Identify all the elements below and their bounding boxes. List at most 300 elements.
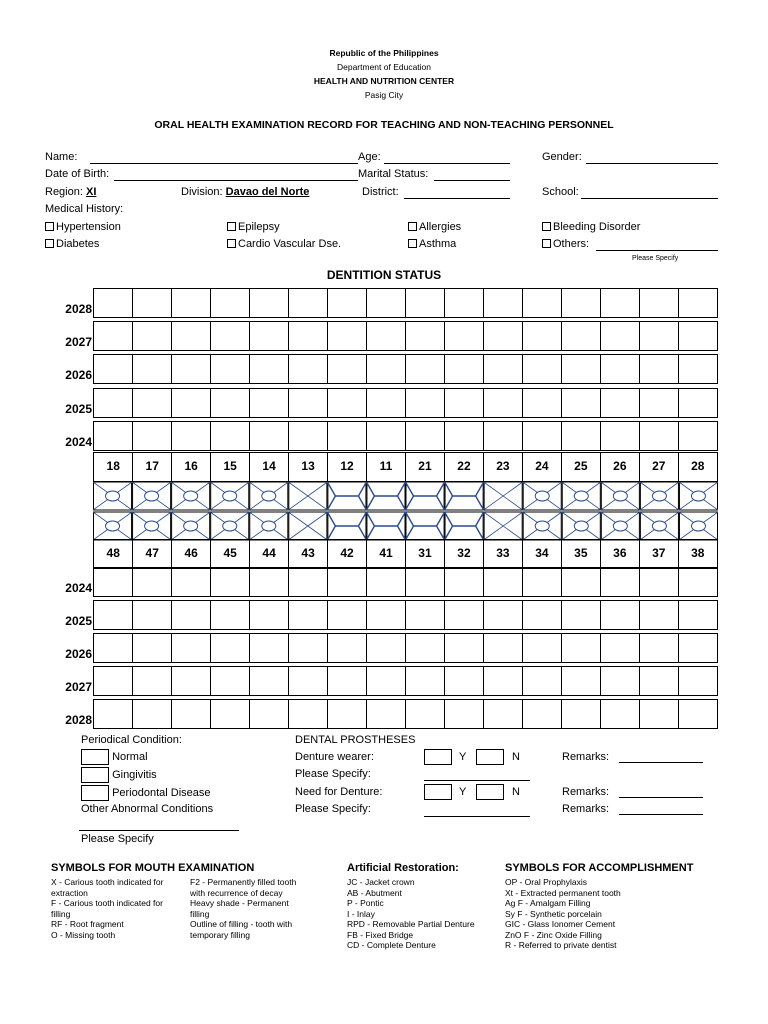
dentition-cell[interactable] — [132, 567, 172, 597]
dentition-cell[interactable] — [405, 321, 445, 351]
tooth-number: 32 — [444, 539, 484, 569]
artificial-list — [347, 877, 507, 951]
dentition-cell[interactable] — [522, 321, 562, 351]
checkbox-hypertension[interactable] — [45, 221, 121, 233]
dentition-cell[interactable] — [93, 567, 133, 597]
dentition-cell[interactable] — [600, 600, 640, 630]
dentition-cell[interactable] — [639, 699, 679, 729]
others-label: Others: — [553, 238, 590, 250]
tooth-number: 41 — [366, 539, 406, 569]
tooth-occlusal — [691, 521, 705, 531]
dentition-cell[interactable] — [171, 666, 211, 696]
header-center: HEALTH AND NUTRITION CENTER — [313, 76, 455, 86]
tooth-occlusal — [691, 491, 705, 501]
dentition-cell[interactable] — [405, 354, 445, 384]
region-row — [45, 186, 96, 198]
remarks-label-3: Remarks: — [562, 803, 610, 815]
dentition-cell[interactable] — [132, 666, 172, 696]
symbols-mouth-col1 — [51, 877, 187, 940]
dentition-cell[interactable] — [93, 666, 133, 696]
dentition-year-row — [93, 288, 718, 318]
dentition-cell[interactable] — [678, 666, 718, 696]
dentition-cell[interactable] — [132, 699, 172, 729]
dentition-cell[interactable] — [210, 288, 250, 318]
dentition-cell[interactable] — [366, 567, 406, 597]
division-value: Davao del Norte — [225, 186, 310, 198]
dentition-cell[interactable] — [600, 388, 640, 418]
dentition-cell[interactable] — [366, 666, 406, 696]
dentition-cell[interactable] — [678, 633, 718, 663]
school-field[interactable] — [581, 198, 718, 199]
others-field[interactable] — [596, 250, 718, 251]
dentition-cell[interactable] — [366, 421, 406, 451]
remarks-field-1[interactable] — [619, 762, 703, 763]
dentition-cell[interactable] — [483, 633, 523, 663]
dentition-cell[interactable] — [171, 288, 211, 318]
dentition-cell[interactable] — [405, 288, 445, 318]
tooth-occlusal — [223, 521, 237, 531]
dentition-cell[interactable] — [444, 388, 484, 418]
dentition-cell[interactable] — [93, 699, 133, 729]
dentition-cell[interactable] — [678, 421, 718, 451]
dentition-cell[interactable] — [444, 600, 484, 630]
dentition-cell[interactable] — [327, 354, 367, 384]
dentition-cell[interactable] — [561, 421, 601, 451]
dentition-cell[interactable] — [678, 388, 718, 418]
dentition-cell[interactable] — [678, 699, 718, 729]
need-denture-no-box[interactable] — [476, 784, 504, 800]
dentition-cell[interactable] — [210, 421, 250, 451]
name-field[interactable] — [90, 163, 358, 164]
year-label: 2024 — [65, 435, 92, 449]
tooth-occlusal — [535, 521, 549, 531]
dentition-cell[interactable] — [249, 354, 289, 384]
need-denture-y: Y — [459, 786, 467, 798]
dentition-year-row — [93, 567, 718, 597]
checkbox-icon — [542, 222, 551, 231]
symbol-entry: GIC - Glass Ionomer Cement — [505, 919, 616, 929]
dentition-cell[interactable] — [93, 321, 133, 351]
dentition-cell[interactable] — [93, 388, 133, 418]
checkbox-icon — [45, 239, 54, 248]
symbol-entry: CD - Complete Denture — [347, 940, 436, 950]
district-field[interactable] — [404, 198, 510, 199]
remarks-field-3[interactable] — [619, 814, 703, 815]
dentition-cell[interactable] — [483, 699, 523, 729]
dentition-cell[interactable] — [132, 388, 172, 418]
header-department: Department of Education — [336, 62, 432, 72]
checkbox-asthma[interactable] — [408, 238, 456, 250]
dentition-cell[interactable] — [210, 666, 250, 696]
tooth-number: 47 — [132, 539, 172, 569]
dentition-title: DENTITION STATUS — [326, 268, 442, 282]
dentition-cell[interactable] — [444, 633, 484, 663]
symbol-entry: RPD - Removable Partial Denture — [347, 919, 475, 929]
tooth-number: 27 — [639, 452, 679, 482]
dentition-cell[interactable] — [171, 567, 211, 597]
dentition-cell[interactable] — [288, 666, 328, 696]
dentition-cell[interactable] — [444, 354, 484, 384]
year-label: 2026 — [65, 647, 92, 661]
dentition-cell[interactable] — [522, 600, 562, 630]
tooth-number: 46 — [171, 539, 211, 569]
tooth-number: 14 — [249, 452, 289, 482]
dentition-cell[interactable] — [444, 421, 484, 451]
dentition-cell[interactable] — [132, 633, 172, 663]
dentition-cell[interactable] — [171, 421, 211, 451]
dentition-cell[interactable] — [600, 321, 640, 351]
dentition-cell[interactable] — [171, 321, 211, 351]
dentition-cell[interactable] — [405, 633, 445, 663]
denture-wearer-label: Denture wearer: — [295, 751, 374, 763]
dentition-cell[interactable] — [405, 388, 445, 418]
dentition-cell[interactable] — [249, 388, 289, 418]
dentition-cell[interactable] — [522, 421, 562, 451]
dentition-cell[interactable] — [639, 633, 679, 663]
dentition-cell[interactable] — [93, 421, 133, 451]
dentition-cell[interactable] — [444, 699, 484, 729]
dentition-cell[interactable] — [288, 388, 328, 418]
year-label: 2028 — [65, 713, 92, 727]
please-specify-2: Please Specify: — [295, 803, 371, 815]
dentition-cell[interactable] — [288, 321, 328, 351]
tooth-occlusal — [184, 521, 198, 531]
dentition-year-row — [93, 699, 718, 729]
dentition-cell[interactable] — [327, 421, 367, 451]
checkbox-icon — [227, 222, 236, 231]
dentition-cell[interactable] — [483, 354, 523, 384]
please-specify-field-1[interactable] — [424, 780, 530, 781]
dentition-cell[interactable] — [288, 421, 328, 451]
form-title: ORAL HEALTH EXAMINATION RECORD FOR TEACHING AND NON-TEACHING PERSONNEL — [154, 119, 614, 131]
dentition-cell[interactable] — [600, 288, 640, 318]
denture-wearer-yes-box[interactable] — [424, 749, 452, 765]
dentition-cell[interactable] — [93, 288, 133, 318]
dentition-cell[interactable] — [210, 600, 250, 630]
symbol-entry: filling — [51, 908, 71, 919]
symbol-entry: RF - Root fragment — [51, 919, 124, 929]
division-label: Division: — [181, 186, 223, 198]
marital-field[interactable] — [434, 180, 510, 181]
tooth-number: 11 — [366, 452, 406, 482]
dentition-cell[interactable] — [639, 388, 679, 418]
region-value: XI — [85, 186, 97, 198]
dentition-cell[interactable] — [327, 288, 367, 318]
dentition-cell[interactable] — [639, 600, 679, 630]
gingivitis-label: Gingivitis — [112, 768, 157, 781]
dentition-cell[interactable] — [327, 388, 367, 418]
tooth-number: 22 — [444, 452, 484, 482]
dentition-cell[interactable] — [171, 388, 211, 418]
dentition-cell[interactable] — [639, 666, 679, 696]
dentition-year-row — [93, 388, 718, 418]
dentition-cell[interactable] — [522, 388, 562, 418]
dentition-cell[interactable] — [288, 288, 328, 318]
checkbox-epilepsy[interactable] — [227, 221, 280, 233]
dentition-cell[interactable] — [366, 388, 406, 418]
dentition-cell[interactable] — [249, 666, 289, 696]
periodical-gingivitis[interactable] — [81, 767, 157, 783]
dentition-cell[interactable] — [249, 633, 289, 663]
symbol-entry: Ag F - Amalgam Filling — [505, 898, 591, 908]
dentition-cell[interactable] — [600, 666, 640, 696]
dentition-cell[interactable] — [444, 321, 484, 351]
tooth-occlusal — [223, 491, 237, 501]
tooth-number: 37 — [639, 539, 679, 569]
year-label: 2025 — [65, 402, 92, 416]
tooth-number: 23 — [483, 452, 523, 482]
symbol-entry: F2 - Permanently filled tooth — [190, 877, 297, 887]
dentition-cell[interactable] — [639, 567, 679, 597]
checkbox-others[interactable] — [542, 238, 589, 250]
dentition-cell[interactable] — [561, 567, 601, 597]
dentition-cell[interactable] — [93, 354, 133, 384]
dentition-cell[interactable] — [405, 567, 445, 597]
dentition-cell[interactable] — [132, 321, 172, 351]
dentition-cell[interactable] — [600, 354, 640, 384]
dentition-cell[interactable] — [483, 321, 523, 351]
dentition-cell[interactable] — [210, 633, 250, 663]
dentition-cell[interactable] — [366, 288, 406, 318]
dentition-cell[interactable] — [171, 633, 211, 663]
symbol-entry: filling — [190, 908, 210, 919]
dentition-cell[interactable] — [132, 288, 172, 318]
dentition-cell[interactable] — [561, 321, 601, 351]
symbol-entry: F - Carious tooth indicated for — [51, 898, 163, 908]
header-city: Pasig City — [364, 90, 404, 100]
marital-label: Marital Status: — [358, 168, 429, 180]
periodical-please-specify: Please Specify — [81, 833, 154, 845]
dentition-cell[interactable] — [249, 600, 289, 630]
other-abnormal-label: Other Abnormal Conditions — [81, 803, 214, 815]
other-abnormal-field[interactable] — [79, 830, 239, 831]
please-specify-field-2[interactable] — [424, 816, 530, 817]
checkbox-icon — [542, 239, 551, 248]
symbol-entry: JC - Jacket crown — [347, 877, 415, 887]
gingivitis-box[interactable] — [81, 767, 109, 783]
division-row — [181, 186, 309, 198]
tooth-number: 38 — [678, 539, 718, 569]
dentition-cell[interactable] — [522, 699, 562, 729]
dentition-cell[interactable] — [639, 354, 679, 384]
dentition-cell[interactable] — [600, 567, 640, 597]
age-field[interactable] — [384, 163, 510, 164]
denture-wearer-y: Y — [459, 751, 467, 763]
dentition-cell[interactable] — [522, 567, 562, 597]
need-denture-yes-box[interactable] — [424, 784, 452, 800]
dentition-cell[interactable] — [522, 354, 562, 384]
allergies-label: Allergies — [419, 221, 462, 233]
normal-box[interactable] — [81, 749, 109, 765]
dentition-cell[interactable] — [132, 421, 172, 451]
dentition-cell[interactable] — [639, 321, 679, 351]
dentition-cell[interactable] — [171, 600, 211, 630]
dentition-cell[interactable] — [288, 633, 328, 663]
symbol-entry: Outline of filling - tooth with — [190, 919, 293, 929]
checkbox-allergies[interactable] — [408, 221, 461, 233]
dentition-cell[interactable] — [483, 666, 523, 696]
checkbox-bleeding[interactable] — [542, 221, 640, 233]
upper-teeth-row — [93, 452, 718, 482]
gender-field[interactable] — [586, 163, 718, 164]
tooth-number: 33 — [483, 539, 523, 569]
dentition-cell[interactable] — [327, 321, 367, 351]
tooth-occlusal — [652, 491, 666, 501]
tooth-number: 34 — [522, 539, 562, 569]
dentition-cell[interactable] — [483, 388, 523, 418]
dentition-cell[interactable] — [288, 699, 328, 729]
dentition-cell[interactable] — [366, 354, 406, 384]
dentition-cell[interactable] — [93, 600, 133, 630]
tooth-number: 15 — [210, 452, 250, 482]
tooth-number: 36 — [600, 539, 640, 569]
accomplishment-list — [505, 877, 725, 951]
dentition-cell[interactable] — [249, 567, 289, 597]
dentition-cell[interactable] — [171, 699, 211, 729]
denture-wearer-no-box[interactable] — [476, 749, 504, 765]
tooth-occlusal — [613, 491, 627, 501]
tooth-number: 26 — [600, 452, 640, 482]
dentition-cell[interactable] — [600, 633, 640, 663]
periodical-periodontal[interactable] — [81, 785, 211, 801]
dentition-cell[interactable] — [561, 699, 601, 729]
year-label: 2026 — [65, 368, 92, 382]
epilepsy-label: Epilepsy — [238, 221, 280, 233]
dentition-cell[interactable] — [522, 666, 562, 696]
dob-field[interactable] — [114, 180, 358, 181]
remarks-field-2[interactable] — [619, 797, 703, 798]
dentition-cell[interactable] — [483, 288, 523, 318]
dentition-cell[interactable] — [561, 288, 601, 318]
dentition-cell[interactable] — [405, 600, 445, 630]
tooth-number: 42 — [327, 539, 367, 569]
periodontal-box[interactable] — [81, 785, 109, 801]
dentition-cell[interactable] — [639, 421, 679, 451]
dentition-cell[interactable] — [405, 699, 445, 729]
dentition-cell[interactable] — [327, 633, 367, 663]
dentition-cell[interactable] — [405, 666, 445, 696]
checkbox-icon — [408, 239, 417, 248]
tooth-occlusal — [613, 521, 627, 531]
dentition-cell[interactable] — [210, 567, 250, 597]
dentition-cell[interactable] — [171, 354, 211, 384]
hypertension-label: Hypertension — [56, 221, 121, 233]
dentition-cell[interactable] — [249, 288, 289, 318]
tooth-number: 35 — [561, 539, 601, 569]
tooth-number: 16 — [171, 452, 211, 482]
year-label: 2027 — [65, 680, 92, 694]
dentition-cell[interactable] — [327, 600, 367, 630]
lower-teeth-row — [93, 539, 718, 569]
remarks-label-2: Remarks: — [562, 786, 610, 798]
tooth-number: 44 — [249, 539, 289, 569]
dentition-cell[interactable] — [600, 421, 640, 451]
dob-label: Date of Birth: — [45, 168, 110, 180]
symbol-entry: extraction — [51, 887, 88, 898]
symbol-entry: Sy F - Synthetic porcelain — [505, 908, 602, 919]
dentition-cell[interactable] — [210, 699, 250, 729]
tooth-occlusal — [262, 491, 276, 501]
dentition-cell[interactable] — [327, 699, 367, 729]
cardio-label: Cardio Vascular Dse. — [238, 238, 342, 250]
dentition-cell[interactable] — [444, 288, 484, 318]
tooth-occlusal — [262, 521, 276, 531]
dentition-cell[interactable] — [522, 288, 562, 318]
dentition-cell[interactable] — [288, 567, 328, 597]
dentition-cell[interactable] — [678, 600, 718, 630]
dentition-cell[interactable] — [678, 567, 718, 597]
checkbox-icon — [45, 222, 54, 231]
dentition-cell[interactable] — [210, 354, 250, 384]
dentition-cell[interactable] — [444, 666, 484, 696]
dentition-cell[interactable] — [366, 699, 406, 729]
symbol-entry: P - Pontic — [347, 898, 384, 908]
medical-history-label: Medical History: — [45, 203, 124, 215]
symbol-entry: FB - Fixed Bridge — [347, 929, 414, 940]
dentition-cell[interactable] — [210, 321, 250, 351]
dentition-cell[interactable] — [483, 600, 523, 630]
dentition-cell[interactable] — [366, 600, 406, 630]
dentition-cell[interactable] — [444, 567, 484, 597]
artificial-title: Artificial Restoration: — [347, 862, 459, 874]
dentition-cell[interactable] — [483, 421, 523, 451]
asthma-label: Asthma — [419, 238, 457, 250]
dentition-cell[interactable] — [561, 666, 601, 696]
dentition-cell[interactable] — [132, 600, 172, 630]
periodical-normal[interactable] — [81, 749, 148, 765]
checkbox-diabetes[interactable] — [45, 238, 99, 250]
symbol-entry: ZnO F - Zinc Oxide Filling — [505, 929, 602, 940]
dentition-cell[interactable] — [288, 354, 328, 384]
symbol-entry: AB - Abutment — [347, 887, 402, 898]
need-denture-n: N — [512, 786, 520, 798]
dentition-cell[interactable] — [561, 600, 601, 630]
checkbox-icon — [408, 222, 417, 231]
dentition-cell[interactable] — [561, 388, 601, 418]
dentition-cell[interactable] — [366, 633, 406, 663]
prostheses-title: DENTAL PROSTHESES — [295, 734, 416, 746]
dentition-cell[interactable] — [327, 567, 367, 597]
dentition-cell[interactable] — [366, 321, 406, 351]
dentition-cell[interactable] — [93, 633, 133, 663]
dentition-cell[interactable] — [288, 600, 328, 630]
dentition-cell[interactable] — [249, 321, 289, 351]
dentition-cell[interactable] — [327, 666, 367, 696]
checkbox-cardio[interactable] — [227, 238, 341, 250]
dentition-cell[interactable] — [561, 633, 601, 663]
dentition-cell[interactable] — [678, 321, 718, 351]
dentition-cell[interactable] — [678, 288, 718, 318]
please-specify-1: Please Specify: — [295, 768, 371, 780]
dentition-cell[interactable] — [600, 699, 640, 729]
gender-label: Gender: — [542, 151, 582, 163]
year-label: 2027 — [65, 335, 92, 349]
dentition-cell[interactable] — [639, 288, 679, 318]
periodontal-label: Periodontal Disease — [112, 786, 211, 799]
dentition-cell[interactable] — [483, 567, 523, 597]
symbol-entry: I - Inlay — [347, 908, 375, 919]
dentition-cell[interactable] — [249, 699, 289, 729]
dentition-cell[interactable] — [561, 354, 601, 384]
dentition-cell[interactable] — [249, 421, 289, 451]
dentition-cell[interactable] — [210, 388, 250, 418]
dentition-cell[interactable] — [678, 354, 718, 384]
dentition-cell[interactable] — [405, 421, 445, 451]
others-please-specify: Please Specify — [632, 255, 679, 262]
dentition-cell[interactable] — [522, 633, 562, 663]
remarks-label-1: Remarks: — [562, 751, 610, 763]
dentition-cell[interactable] — [132, 354, 172, 384]
